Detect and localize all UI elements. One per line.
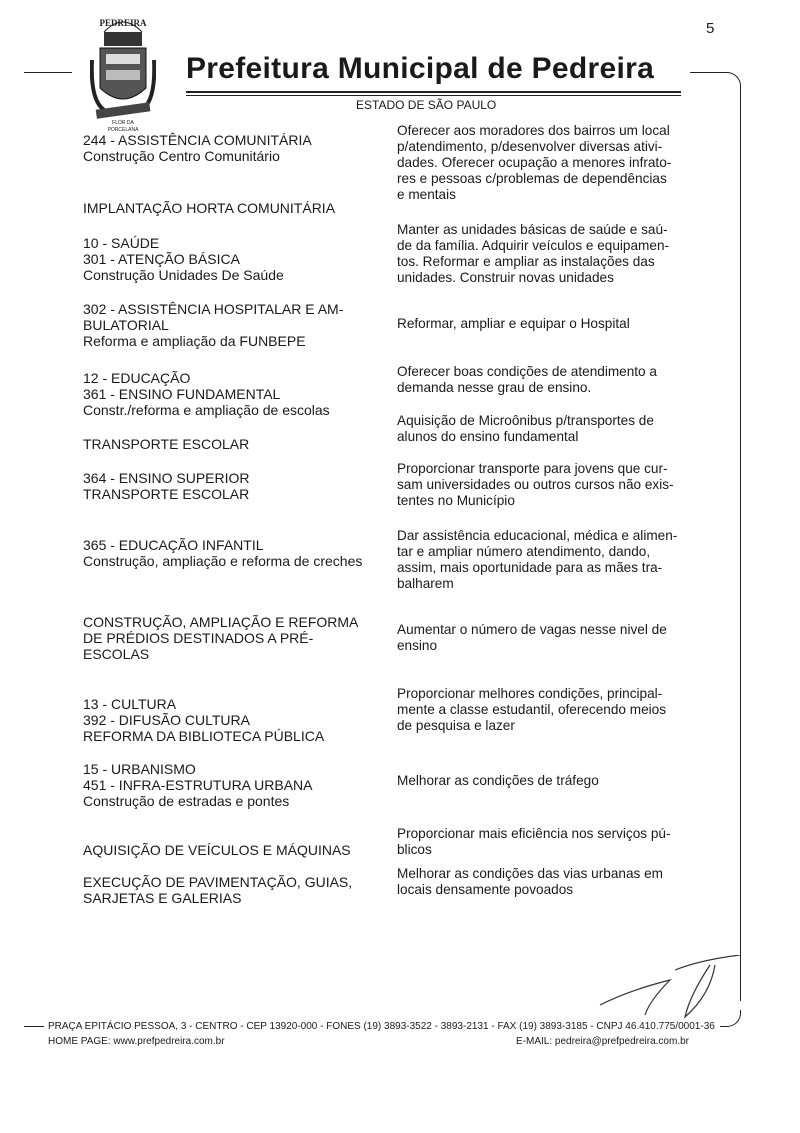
text-line: demanda nesse grau de ensino. xyxy=(397,380,592,395)
text-line: Dar assistência educacional, médica e alimen- xyxy=(397,528,678,543)
text-line: tar e ampliar número atendimento, dando, xyxy=(397,544,651,559)
text-line: 451 - INFRA-ESTRUTURA URBANA xyxy=(83,777,313,793)
svg-text:PEDREIRA: PEDREIRA xyxy=(99,18,147,28)
text-line: Construção Unidades De Saúde xyxy=(83,267,284,283)
text-line: e mentais xyxy=(397,187,456,202)
budget-item xyxy=(83,470,250,502)
text-line: 13 - CULTURA xyxy=(83,696,177,712)
budget-item xyxy=(83,200,335,216)
text-line: assim, mais oportunidade para as mães tra- xyxy=(397,560,663,575)
text-line: Manter as unidades básicas de saúde e saú- xyxy=(397,222,668,237)
item-objective xyxy=(397,222,669,286)
text-line: Reformar, ampliar e equipar o Hospital xyxy=(397,316,630,331)
title-rule xyxy=(186,91,681,93)
text-line: AQUISIÇÃO DE VEÍCULOS E MÁQUINAS xyxy=(83,842,351,858)
footer-email: E-MAIL: pedreira@prefpedreira.com.br xyxy=(516,1036,689,1047)
frame-top-left xyxy=(24,72,72,73)
text-line: mente a classe estudantil, oferecendo meios xyxy=(397,702,667,717)
state-subtitle: ESTADO DE SÃO PAULO xyxy=(356,98,497,112)
text-line: Reforma e ampliação da FUNBEPE xyxy=(83,333,306,349)
municipal-seal-logo xyxy=(90,10,156,134)
signature xyxy=(590,955,760,1025)
budget-item xyxy=(83,537,362,569)
text-line: de pesquisa e lazer xyxy=(397,718,515,733)
text-line: ensino xyxy=(397,638,438,653)
text-line: tos. Reformar e ampliar as instalações das xyxy=(397,254,655,269)
item-objective xyxy=(397,123,671,203)
page-number: 5 xyxy=(706,20,715,37)
budget-item xyxy=(83,842,351,858)
text-line: Construção de estradas e pontes xyxy=(83,793,290,809)
text-line: tentes no Município xyxy=(397,493,515,508)
budget-item xyxy=(83,301,343,349)
budget-item xyxy=(83,436,249,452)
svg-text:FLOR DA: FLOR DA xyxy=(112,120,134,126)
text-line: alunos do ensino fundamental xyxy=(397,429,579,444)
text-line: BULATORIAL xyxy=(83,317,169,333)
budget-item xyxy=(83,370,330,418)
text-line: Oferecer aos moradores dos bairros um local xyxy=(397,123,670,138)
text-line: Construção Centro Comunitário xyxy=(83,148,280,164)
page-title: Prefeitura Municipal de Pedreira xyxy=(186,52,655,85)
footer-homepage: HOME PAGE: www.prefpedreira.com.br xyxy=(48,1036,225,1047)
text-line: Proporcionar mais eficiência nos serviços pú- xyxy=(397,826,671,841)
text-line: 361 - ENSINO FUNDAMENTAL xyxy=(83,386,281,402)
item-objective xyxy=(397,364,657,396)
footer-address: PRAÇA EPITÁCIO PESSOA, 3 - CENTRO - CEP 13920-000 - FONES (19) 3893-3522 - 3893-2131 - FAX (19) 3893-3185 - CNPJ 46.410.775/0001-36 xyxy=(48,1021,715,1032)
text-line: Proporcionar melhores condições, principal- xyxy=(397,686,663,701)
text-line: CONSTRUÇÃO, AMPLIAÇÃO E REFORMA xyxy=(83,614,359,630)
frame-bottom-left xyxy=(24,1026,44,1027)
budget-item xyxy=(83,132,312,164)
budget-item xyxy=(83,761,312,809)
item-objective xyxy=(397,528,677,592)
budget-item xyxy=(83,696,324,744)
text-line: 15 - URBANISMO xyxy=(83,761,196,777)
text-line: 392 - DIFUSÃO CULTURA xyxy=(83,712,250,728)
text-line: ESCOLAS xyxy=(83,646,150,662)
item-objective xyxy=(397,622,667,654)
text-line: sam universidades ou outros cursos não exis- xyxy=(397,477,674,492)
text-line: locais densamente povoados xyxy=(397,882,574,897)
text-line: Construção, ampliação e reforma de creches xyxy=(83,553,363,569)
text-line: Aquisição de Microônibus p/transportes de xyxy=(397,413,654,428)
svg-text:PORCELANA: PORCELANA xyxy=(107,127,139,133)
text-line: 301 - ATENÇÃO BÁSICA xyxy=(83,251,240,267)
text-line: Proporcionar transporte para jovens que cur- xyxy=(397,461,668,476)
text-line: IMPLANTAÇÃO HORTA COMUNITÁRIA xyxy=(83,200,336,216)
title-rule xyxy=(186,95,681,96)
text-line: 12 - EDUCAÇÃO xyxy=(83,370,191,386)
text-line: SARJETAS E GALERIAS xyxy=(83,890,242,906)
text-line: Aumentar o número de vagas nesse nivel de xyxy=(397,622,667,637)
text-line: Oferecer boas condições de atendimento a xyxy=(397,364,657,379)
text-line: TRANSPORTE ESCOLAR xyxy=(83,436,250,452)
text-line: Melhorar as condições de tráfego xyxy=(397,773,599,788)
text-line: EXECUÇÃO DE PAVIMENTAÇÃO, GUIAS, xyxy=(83,874,353,890)
item-objective xyxy=(397,413,654,445)
budget-item xyxy=(83,614,358,662)
text-line: 10 - SAÚDE xyxy=(83,235,160,251)
text-line: 302 - ASSISTÊNCIA HOSPITALAR E AM- xyxy=(83,301,344,317)
item-objective xyxy=(397,316,630,332)
item-objective xyxy=(397,686,666,734)
budget-item xyxy=(83,874,352,906)
text-line: blicos xyxy=(397,842,432,857)
budget-item xyxy=(83,235,284,283)
text-line: balharem xyxy=(397,576,454,591)
text-line: dades. Oferecer ocupação a menores infrato- xyxy=(397,155,672,170)
text-line: res e pessoas c/problemas de dependências xyxy=(397,171,667,186)
text-line: de da família. Adquirir veículos e equipamen- xyxy=(397,238,670,253)
item-objective xyxy=(397,826,671,858)
text-line: REFORMA DA BIBLIOTECA PÚBLICA xyxy=(83,728,325,744)
item-objective xyxy=(397,773,599,789)
text-line: 364 - ENSINO SUPERIOR xyxy=(83,470,250,486)
text-line: p/atendimento, p/desenvolver diversas ativi- xyxy=(397,139,663,154)
text-line: unidades. Construir novas unidades xyxy=(397,270,614,285)
text-line: 365 - EDUCAÇÃO INFANTIL xyxy=(83,537,264,553)
text-line: TRANSPORTE ESCOLAR xyxy=(83,486,250,502)
text-line: 244 - ASSISTÊNCIA COMUNITÁRIA xyxy=(83,132,312,148)
item-objective xyxy=(397,461,674,509)
frame-top-right xyxy=(690,72,741,1001)
text-line: DE PRÉDIOS DESTINADOS A PRÉ- xyxy=(83,630,314,646)
item-objective xyxy=(397,866,663,898)
text-line: Constr./reforma e ampliação de escolas xyxy=(83,402,330,418)
text-line: Melhorar as condições das vias urbanas em xyxy=(397,866,663,881)
